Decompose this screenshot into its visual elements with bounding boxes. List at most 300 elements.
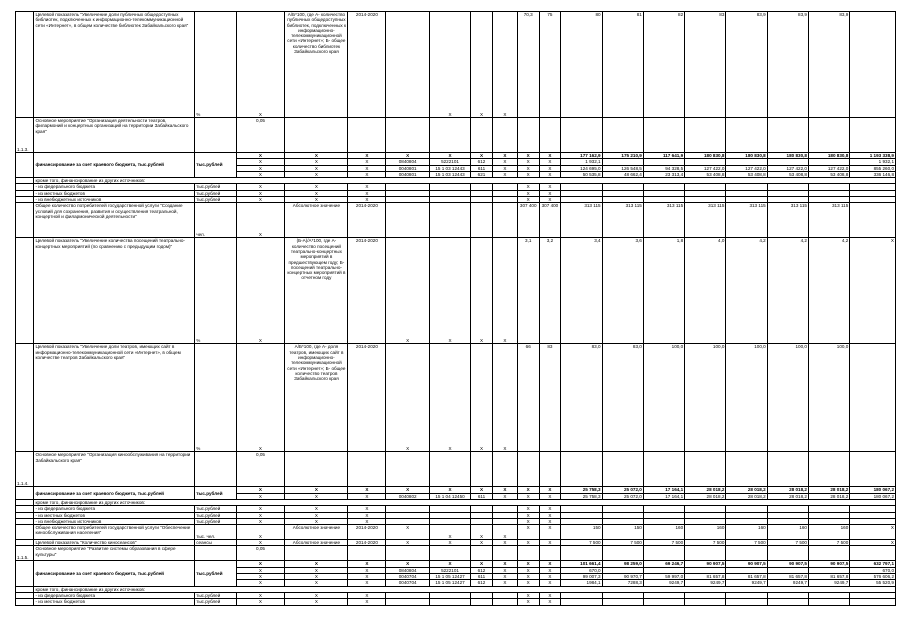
row-name: Общее количество потребителей государственной услуги "Создание условий для сохранения, развития и осуществления театральной, концертной и филармонической деятельности" [34, 203, 195, 238]
year-value-cell: 83,9 [808, 12, 849, 118]
year-value-cell: 90 907,5 [726, 561, 767, 567]
formula-cell: Х [285, 487, 348, 493]
year-value-cell [850, 452, 896, 487]
table-cell [386, 12, 429, 118]
table-cell: 0040801 [386, 171, 429, 177]
row-number [16, 344, 34, 452]
year-value-cell: 160 [726, 525, 767, 540]
year-value-cell: 307 400 [539, 203, 561, 238]
table-cell: Х [492, 159, 517, 165]
row-number [16, 238, 34, 344]
year-value-cell: Х [539, 506, 561, 512]
year-value-cell [850, 546, 896, 561]
year-value-cell: 180 830,8 [767, 153, 808, 159]
year-value-cell: Х [539, 153, 561, 159]
table-row [16, 599, 896, 605]
table-cell: Х [348, 190, 386, 196]
formula-cell: Абсолютное значение [285, 540, 348, 546]
table-cell: Х [386, 540, 429, 546]
table-cell: Х [429, 238, 470, 344]
year-value-cell: Х [850, 525, 896, 540]
row-unit: тыс.рублей [195, 190, 236, 196]
year-value-cell [726, 546, 767, 561]
program-table-page [15, 11, 896, 606]
table-cell: Х [386, 344, 429, 452]
table-cell: 612 [471, 567, 493, 573]
year-value-cell: Х [517, 599, 539, 605]
table-cell [471, 203, 493, 238]
table-cell: Х [471, 12, 493, 118]
row-number [16, 561, 34, 586]
table-cell: 0040704 [386, 580, 429, 586]
table-cell: 611 [471, 165, 493, 171]
year-value-cell [561, 546, 602, 561]
row-number [16, 599, 34, 605]
formula-cell: Х [285, 599, 348, 605]
year-value-cell: Х [517, 561, 539, 567]
year-value-cell: 313 115 [643, 203, 684, 238]
formula-cell [285, 452, 348, 487]
year-value-cell: 9249,7 [767, 580, 808, 586]
year-value-cell: 90 907,5 [808, 561, 849, 567]
table-cell [471, 546, 493, 561]
row-unit: тыс.рублей [195, 197, 236, 203]
table-row [16, 118, 896, 153]
year-value-cell: 25 072,0 [602, 487, 643, 493]
row-name: Целевой показатель "Количество киносеансов" [34, 540, 195, 546]
year-value-cell: 7 500 [726, 540, 767, 546]
table-cell: Х [429, 153, 470, 159]
year-value-cell: 160 [685, 525, 726, 540]
row-name: кроме того, финансирование из других источников: [34, 499, 896, 505]
table-cell: 0040801 [386, 165, 429, 171]
year-value-cell: Х [539, 518, 561, 524]
table-cell: Х [236, 190, 285, 196]
row-name: кроме того, финансирование из других источников: [34, 586, 896, 592]
table-cell [386, 203, 429, 238]
year-value-cell [685, 599, 726, 605]
year-value-cell: 83 [685, 12, 726, 118]
formula-cell: А/Б*100, где А- количество публичных общедоступных библиотек, подключенных к информационно-телекоммуникационной сети «Интернет»; Б- общее количество библиотек Забайкальского края [285, 12, 348, 118]
table-cell: Х [348, 487, 386, 493]
row-unit: тыс. чел. [195, 525, 236, 540]
year-value-cell: 25 758,3 [561, 487, 602, 493]
year-value-cell: 180 067,2 [850, 487, 896, 493]
year-value-cell: 7 500 [602, 540, 643, 546]
table-cell: 0,05 [236, 118, 285, 153]
table-cell: Х [492, 238, 517, 344]
row-name: - из внебюджетных источников [34, 518, 195, 524]
row-name: - из местных бюджетов [34, 190, 195, 196]
year-value-cell: Х [850, 238, 896, 344]
table-row [16, 238, 896, 344]
row-name: - из местных бюджетов [34, 512, 195, 518]
table-cell: Х [386, 153, 429, 159]
table-cell: Х [236, 518, 285, 524]
table-cell: Х [348, 493, 386, 499]
year-value-cell: 100,0 [808, 344, 849, 452]
year-value-cell: 127 422,0 [808, 165, 849, 171]
year-value-cell: 313 115 [685, 203, 726, 238]
table-cell: Х [386, 487, 429, 493]
row-unit: тыс.рублей [195, 506, 236, 512]
year-value-cell: 9249,7 [643, 580, 684, 586]
formula-cell: А/Б*100, где А- доля театров, имеющих сайт в информационно-телекоммуникационной сети «Интернет»; Б- общее количество театров Забайкальского края [285, 344, 348, 452]
year-value-cell [643, 599, 684, 605]
year-value-cell: 59 997,0 [643, 574, 684, 580]
table-row [16, 344, 896, 452]
year-value-cell [808, 452, 849, 487]
table-cell: Х [236, 580, 285, 586]
year-value-cell: 83,9 [767, 12, 808, 118]
year-value-cell: 81 657,8 [767, 574, 808, 580]
row-unit: % [195, 238, 236, 344]
table-cell: Х [236, 203, 285, 238]
formula-cell [285, 118, 348, 153]
year-value-cell: 117 641,9 [643, 153, 684, 159]
table-row [16, 452, 896, 487]
year-value-cell: 81 657,8 [726, 574, 767, 580]
table-cell: 2014-2020 [348, 525, 386, 540]
table-cell: 5222101 [429, 567, 470, 573]
row-name: - из внебюджетных источников [34, 197, 195, 203]
table-cell: 2014-2020 [348, 238, 386, 344]
table-cell: Х [492, 12, 517, 118]
table-cell: Х [236, 238, 285, 344]
table-cell: 15 1 03 12443 [429, 165, 470, 171]
table-cell: Х [471, 561, 493, 567]
year-value-cell: Х [539, 197, 561, 203]
row-unit: чел. [195, 203, 236, 238]
table-cell: Х [348, 561, 386, 567]
table-row [16, 12, 896, 118]
table-cell: Х [348, 592, 386, 598]
year-value-cell: 100,0 [767, 344, 808, 452]
year-value-cell: 127 422,0 [726, 165, 767, 171]
year-value-cell: 150 [602, 525, 643, 540]
table-cell: 2014-2020 [348, 203, 386, 238]
row-unit: % [195, 344, 236, 452]
table-cell: Х [492, 165, 517, 171]
year-value-cell: 4,2 [767, 238, 808, 344]
year-value-cell: Х [517, 487, 539, 493]
year-value-cell [602, 599, 643, 605]
table-cell: Х [236, 344, 285, 452]
table-cell [492, 452, 517, 487]
table-cell: Х [236, 567, 285, 573]
formula-cell: Х [285, 512, 348, 518]
table-cell [386, 599, 429, 605]
year-value-cell [561, 118, 602, 153]
table-cell: Х [285, 567, 348, 573]
table-cell: Х [236, 197, 285, 203]
year-value-cell: 7 500 [808, 540, 849, 546]
table-cell: Х [236, 159, 285, 165]
year-value-cell [602, 452, 643, 487]
formula-cell: (Б-А)/А*100, где А- количество посещений театрально-концертных мероприятий в предшествующем году; Б- посещений театрально-концертных мероприятий в отчетном году [285, 238, 348, 344]
year-value-cell: Х [517, 153, 539, 159]
table-cell: Х [471, 525, 493, 540]
year-value-cell: 855 260,0 [850, 165, 896, 171]
year-value-cell [850, 118, 896, 153]
year-value-cell: 632 797,1 [850, 561, 896, 567]
table-cell: 0040704 [386, 574, 429, 580]
table-cell: Х [429, 561, 470, 567]
year-value-cell: 7 500 [685, 540, 726, 546]
year-value-cell: Х [539, 487, 561, 493]
year-value-cell: 177 162,9 [561, 153, 602, 159]
table-cell: Х [236, 12, 285, 118]
table-cell [386, 118, 429, 153]
year-value-cell: 127 422,0 [767, 165, 808, 171]
year-value-cell: Х [517, 540, 539, 546]
year-value-cell [561, 452, 602, 487]
table-cell: Х [429, 12, 470, 118]
year-value-cell: Х [517, 574, 539, 580]
table-cell [471, 118, 493, 153]
year-value-cell: Х [539, 493, 561, 499]
year-value-cell [685, 452, 726, 487]
table-cell: 5222101 [429, 159, 470, 165]
table-cell: Х [236, 184, 285, 190]
table-cell: Х [285, 580, 348, 586]
table-cell: Х [348, 153, 386, 159]
row-name: финансирование за счет краевого бюджета, тыс.рублей [34, 487, 195, 500]
year-value-cell [517, 546, 539, 561]
table-cell: Х [429, 540, 470, 546]
row-name: Целевой показатель "Увеличение доли публичных общедоступных библиотек, подключенных к информационно-телекоммуникационной сети «Интернет», в общем количестве библиотек Забайкальского края" [34, 12, 195, 118]
year-value-cell [539, 118, 561, 153]
year-value-cell: 313 115 [767, 203, 808, 238]
table-cell [471, 599, 493, 605]
table-cell: Х [471, 487, 493, 493]
year-value-cell: Х [539, 592, 561, 598]
row-name: Общее количество потребителей государственной услуги "Обеспечение кинообслуживания населения" [34, 525, 195, 540]
year-value-cell: 90 970,7 [602, 574, 643, 580]
table-cell: Х [348, 599, 386, 605]
year-value-cell: 83,0 [602, 344, 643, 452]
table-cell: Х [285, 159, 348, 165]
year-value-cell: 3,4 [561, 238, 602, 344]
year-value-cell: 670,0 [850, 567, 896, 573]
row-name: - из федерального бюджета [34, 592, 195, 598]
row-number [16, 203, 34, 238]
year-value-cell: 124 695,0 [561, 165, 602, 171]
year-value-cell: 28 018,2 [685, 493, 726, 499]
row-name: Целевой показатель "Увеличение количества посещений театрально-концертных мероприятий (по сравнению с предыдущим годом)" [34, 238, 195, 344]
year-value-cell: 313 115 [808, 203, 849, 238]
formula-cell: Абсолютное значение [285, 203, 348, 238]
table-cell [492, 118, 517, 153]
table-cell [429, 118, 470, 153]
table-cell: Х [285, 574, 348, 580]
year-value-cell: 180 830,8 [726, 153, 767, 159]
year-value-cell [850, 203, 896, 238]
year-value-cell: 180 830,8 [685, 153, 726, 159]
year-value-cell [643, 118, 684, 153]
year-value-cell: 25 758,3 [561, 493, 602, 499]
formula-cell: Х [285, 184, 348, 190]
year-value-cell [850, 12, 896, 118]
table-cell [492, 203, 517, 238]
row-number: 1.1.4. [16, 452, 34, 487]
year-value-cell: 313 115 [561, 203, 602, 238]
year-value-cell: 28 018,2 [726, 487, 767, 493]
year-value-cell: 75 [539, 12, 561, 118]
table-cell: Х [492, 344, 517, 452]
table-cell [348, 452, 386, 487]
table-cell: Х [492, 525, 517, 540]
row-number [16, 12, 34, 118]
table-cell: Х [236, 171, 285, 177]
row-number [16, 525, 34, 540]
table-cell: Х [348, 574, 386, 580]
year-value-cell: 69 246,7 [643, 561, 684, 567]
year-value-cell: 53 408,8 [685, 171, 726, 177]
year-value-cell: 4,2 [726, 238, 767, 344]
year-value-cell: 160 [808, 525, 849, 540]
year-value-cell: 160 [767, 525, 808, 540]
table-cell: Х [386, 238, 429, 344]
year-value-cell [850, 599, 896, 605]
table-cell: Х [429, 344, 470, 452]
year-value-cell: 53 408,8 [767, 171, 808, 177]
table-cell [471, 452, 493, 487]
row-unit: тыс.рублей [195, 512, 236, 518]
year-value-cell: 9249,7 [808, 580, 849, 586]
year-value-cell: 126 548,5 [602, 165, 643, 171]
year-value-cell: 66 [517, 344, 539, 452]
year-value-cell: 81 657,8 [685, 574, 726, 580]
year-value-cell: 53 408,8 [726, 171, 767, 177]
row-name: - из местных бюджетов [34, 599, 195, 605]
table-cell: Х [236, 599, 285, 605]
year-value-cell: 1 932,1 [850, 159, 896, 165]
year-value-cell: Х [539, 190, 561, 196]
year-value-cell [726, 118, 767, 153]
table-cell: 611 [471, 493, 493, 499]
year-value-cell: 25 072,0 [602, 493, 643, 499]
year-value-cell: Х [517, 184, 539, 190]
year-value-cell: 3,6 [602, 238, 643, 344]
table-cell: Х [236, 574, 285, 580]
year-value-cell: 94 328,5 [643, 165, 684, 171]
year-value-cell: Х [539, 540, 561, 546]
row-unit: тыс.рублей [195, 599, 236, 605]
table-cell: Х [471, 540, 493, 546]
year-value-cell [808, 546, 849, 561]
row-name: финансирование за счет краевого бюджета, тыс.рублей [34, 153, 195, 178]
table-cell: Х [285, 493, 348, 499]
year-value-cell: 7 500 [643, 540, 684, 546]
table-cell [429, 203, 470, 238]
year-value-cell: 28 018,2 [726, 493, 767, 499]
year-value-cell [850, 344, 896, 452]
year-value-cell [539, 452, 561, 487]
year-value-cell: 90 907,5 [767, 561, 808, 567]
table-cell: Х [492, 171, 517, 177]
year-value-cell: 28 018,2 [685, 487, 726, 493]
year-value-cell: 83,9 [726, 12, 767, 118]
table-cell: Х [429, 487, 470, 493]
year-value-cell [561, 599, 602, 605]
year-value-cell: 1,8 [643, 238, 684, 344]
formula-cell: Х [285, 197, 348, 203]
table-cell: Х [236, 487, 285, 493]
year-value-cell: Х [539, 599, 561, 605]
year-value-cell: 160 [643, 525, 684, 540]
year-value-cell: 23 313,4 [643, 171, 684, 177]
table-cell: Х [348, 171, 386, 177]
year-value-cell: 50 535,8 [561, 171, 602, 177]
table-cell [429, 546, 470, 561]
year-value-cell: 28 018,2 [767, 487, 808, 493]
formula-cell [285, 546, 348, 561]
year-value-cell: 7 500 [767, 540, 808, 546]
table-cell: Х [348, 580, 386, 586]
year-value-cell: Х [517, 165, 539, 171]
year-value-cell: 7 500 [561, 540, 602, 546]
year-value-cell: Х [517, 592, 539, 598]
row-name: Основное мероприятие "Развитие системы образования в сфере культуры" [34, 546, 195, 561]
table-row [16, 546, 896, 561]
table-cell: 2014-2020 [348, 12, 386, 118]
year-value-cell [685, 546, 726, 561]
table-cell: Х [492, 580, 517, 586]
row-number [16, 153, 34, 178]
row-number: 1.1.3. [16, 118, 34, 153]
year-value-cell: Х [539, 184, 561, 190]
year-value-cell [602, 546, 643, 561]
year-value-cell: 313 115 [602, 203, 643, 238]
year-value-cell: 70,3 [517, 12, 539, 118]
formula-cell: Х [285, 518, 348, 524]
year-value-cell: Х [517, 512, 539, 518]
table-cell: Х [386, 561, 429, 567]
row-name: Основное мероприятие "Организация кинообслуживания на территории Забайкальского края" [34, 452, 195, 487]
year-value-cell: 55 520,9 [850, 580, 896, 586]
table-cell: Х [492, 574, 517, 580]
year-value-cell: Х [517, 580, 539, 586]
year-value-cell: Х [517, 525, 539, 540]
year-value-cell: 4,0 [685, 238, 726, 344]
year-value-cell: 100,0 [685, 344, 726, 452]
year-value-cell: 81 657,8 [808, 574, 849, 580]
year-value-cell: Х [517, 197, 539, 203]
year-value-cell: Х [517, 190, 539, 196]
year-value-cell: 3,1 [517, 238, 539, 344]
year-value-cell [726, 599, 767, 605]
table-cell: Х [236, 506, 285, 512]
table-cell: Х [492, 561, 517, 567]
year-value-cell [767, 599, 808, 605]
year-value-cell: 28 018,2 [808, 493, 849, 499]
year-value-cell: 100,0 [726, 344, 767, 452]
year-value-cell: Х [517, 518, 539, 524]
table-cell: Х [492, 567, 517, 573]
table-cell: 15 1 05 12427 [429, 580, 470, 586]
table-cell: Х [285, 171, 348, 177]
year-value-cell: 17 164,1 [643, 493, 684, 499]
year-value-cell: 101 661,4 [561, 561, 602, 567]
year-value-cell: 175 210,9 [602, 153, 643, 159]
table-cell: 15 1 04 12450 [429, 493, 470, 499]
year-value-cell: Х [539, 580, 561, 586]
table-cell: 15 1 03 12443 [429, 171, 470, 177]
year-value-cell: Х [517, 159, 539, 165]
row-unit: тыс.рублей [195, 487, 236, 500]
year-value-cell: 82 [643, 12, 684, 118]
